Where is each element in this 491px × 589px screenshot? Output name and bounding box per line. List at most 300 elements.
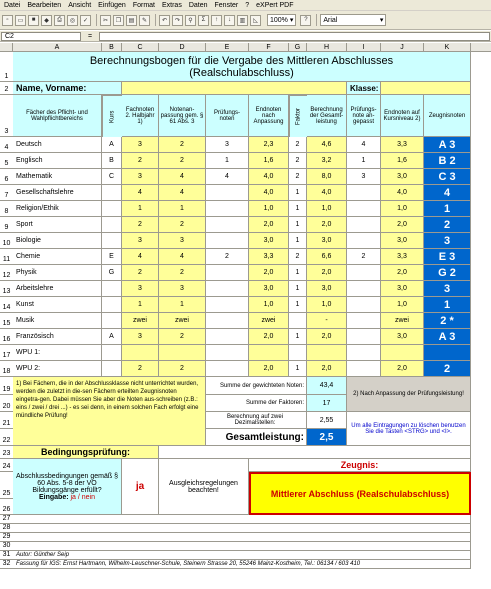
print-icon[interactable]: ⎙ — [54, 15, 65, 26]
menu-item[interactable]: ? — [245, 1, 250, 9]
row-header[interactable]: 5 — [0, 153, 13, 169]
berechnung-cell: 1,0 — [307, 297, 347, 313]
zeugnisnote-cell: 1 — [424, 297, 471, 313]
zeugnisnote-cell: C 3 — [424, 169, 471, 185]
berechnung-cell: 1,0 — [307, 201, 347, 217]
berechnung-cell: - — [307, 313, 347, 329]
endnote-cell: 2,0 — [249, 217, 289, 233]
toolbar-separator — [316, 14, 317, 26]
header-kurs: Kurs — [102, 95, 122, 137]
pruefungsnote-cell[interactable]: 3 — [206, 137, 249, 153]
subject-name: Musik — [13, 313, 102, 329]
menu-item[interactable]: Extras — [161, 1, 182, 9]
fachnote-cell[interactable]: 3 — [122, 233, 159, 249]
spreadsheet-grid — [0, 43, 491, 589]
pruefungsnote-angepasst-cell: 1 — [347, 153, 381, 169]
faktor-cell: 1 — [289, 201, 307, 217]
pruefungsnote-angepasst-cell — [347, 297, 381, 313]
pruefungsnote-angepasst-cell — [347, 201, 381, 217]
klasse-label: Klasse: — [347, 82, 381, 95]
notenanpassung-cell: 2 — [159, 153, 206, 169]
berechnung-cell — [307, 345, 347, 361]
kurs-cell[interactable] — [102, 217, 122, 233]
zeugnis-label: Zeugnis: — [249, 459, 471, 472]
klasse-input[interactable] — [381, 82, 471, 95]
kurs-cell[interactable]: A — [102, 137, 122, 153]
menu-item[interactable]: eXPert PDF — [256, 1, 294, 9]
bedingung-box — [13, 459, 122, 515]
faktor-cell: 2 — [289, 153, 307, 169]
endnote-cell: 3,0 — [249, 281, 289, 297]
header-pruefungsnoten: Prüfungs-noten — [206, 95, 249, 137]
row-header[interactable]: 3 — [0, 95, 13, 137]
kurs-cell[interactable]: A — [102, 329, 122, 345]
endnote-kurs-cell — [381, 345, 424, 361]
empty-row — [13, 524, 471, 533]
menu-item[interactable]: Ansicht — [68, 1, 92, 9]
pruefungsnote-angepasst-cell — [347, 361, 381, 377]
fachnote-cell[interactable]: 2 — [122, 265, 159, 281]
pruefungsnote-cell[interactable]: 1 — [206, 153, 249, 169]
empty-row — [13, 542, 471, 551]
row-header[interactable]: 20 — [0, 395, 13, 412]
sum-factors-label: Summe der Faktoren: — [206, 395, 307, 412]
header-faecher: Fächer des Pflicht- und Wahlpflichtbereichs — [13, 95, 102, 137]
formula-equals: = — [87, 32, 93, 40]
save-icon[interactable]: ■ — [28, 15, 39, 26]
endnote-kurs-cell: 3,3 — [381, 249, 424, 265]
kurs-cell[interactable]: B — [102, 153, 122, 169]
berechnung-cell: 2,0 — [307, 329, 347, 345]
eingabe-label: Eingabe: — [38, 493, 69, 501]
column-header[interactable]: E — [206, 43, 249, 52]
open-folder-icon[interactable]: ▭ — [15, 15, 26, 26]
formula-bar — [0, 31, 491, 42]
pruefungsnote-cell[interactable] — [206, 281, 249, 297]
pruefungsnote-cell[interactable] — [206, 233, 249, 249]
subject-name: Chemie — [13, 249, 102, 265]
gesamt-value: 2,5 — [307, 429, 347, 446]
sort-ascending-icon[interactable]: ↑ — [211, 15, 222, 26]
pruefungsnote-cell[interactable] — [206, 185, 249, 201]
ausgleich-hint: Ausgleichsregelungen beachten! — [159, 459, 249, 515]
endnote-kurs-cell: 3,0 — [381, 169, 424, 185]
faktor-cell — [289, 345, 307, 361]
faktor-cell: 1 — [289, 217, 307, 233]
row-header[interactable]: 15 — [0, 313, 13, 329]
endnote-cell: 2,0 — [249, 329, 289, 345]
kurs-cell[interactable] — [102, 281, 122, 297]
berechnung-cell: 2,0 — [307, 361, 347, 377]
fassung-line: Fassung für IGS: Ernst Hartmann, Wilhelm-Leuschner-Schule, Steinern Strasse 20, 55246 Mainz-Kostheim, Tel.: 06134 / 603 410 — [13, 560, 471, 569]
header-zeugnisnoten: Zeugnisnoten — [424, 95, 471, 137]
row-header[interactable]: 17 — [0, 345, 13, 361]
endnote-cell: 1,0 — [249, 201, 289, 217]
berechnung-cell: 2,0 — [307, 217, 347, 233]
page-subtitle: (Realschulabschluss) — [189, 66, 294, 79]
berechnung-cell: 4,6 — [307, 137, 347, 153]
header-endnoten-kurs: Endnoten auf Kursniveau 2) — [381, 95, 424, 137]
row-header[interactable]: 24 — [0, 459, 13, 472]
header-notenanpassung: Notenan-passung gem. § 61 Abs. 3 — [159, 95, 206, 137]
notenanpassung-cell: 4 — [159, 169, 206, 185]
row-header[interactable]: 21 — [0, 412, 13, 429]
column-header[interactable]: K — [424, 43, 471, 52]
font-value: Arial — [323, 16, 338, 24]
faktor-cell: 1 — [289, 281, 307, 297]
fachnote-cell[interactable] — [122, 345, 159, 361]
empty-row — [13, 533, 471, 542]
pruefungsnote-cell[interactable] — [206, 217, 249, 233]
notenanpassung-cell: 2 — [159, 217, 206, 233]
kurs-cell[interactable]: E — [102, 249, 122, 265]
faktor-cell: 2 — [289, 169, 307, 185]
berechnung-cell: 6,6 — [307, 249, 347, 265]
endnote-kurs-cell: 1,0 — [381, 297, 424, 313]
zoom-value: 100% — [270, 16, 288, 24]
row-header[interactable]: 4 — [0, 137, 13, 153]
page-title: Berechnungsbogen für die Vergabe des Mittleren Abschlusses — [89, 54, 394, 67]
pruefungsnote-angepasst-cell — [347, 217, 381, 233]
header-faktor: Faktor — [289, 95, 307, 137]
fachnote-cell[interactable]: 1 — [122, 201, 159, 217]
subject-name: WPU 2: — [13, 361, 102, 377]
notenanpassung-cell: 2 — [159, 361, 206, 377]
row-header[interactable]: 12 — [0, 265, 13, 281]
pruefungsnote-cell[interactable] — [206, 361, 249, 377]
fachnote-cell[interactable]: 3 — [122, 281, 159, 297]
zeugnisnote-cell: E 3 — [424, 249, 471, 265]
subject-name: Arbeitslehre — [13, 281, 102, 297]
chart-icon[interactable]: ▥ — [237, 15, 248, 26]
empty-row — [159, 446, 471, 459]
zeugnis-value: Mittlerer Abschluss (Realschulabschluss) — [249, 472, 471, 515]
faktor-cell: 1 — [289, 233, 307, 249]
faktor-cell — [289, 313, 307, 329]
new-file-icon[interactable]: ▫ — [2, 15, 13, 26]
notenanpassung-cell: zwei — [159, 313, 206, 329]
column-header[interactable]: B — [102, 43, 122, 52]
sort-descending-icon[interactable]: ↓ — [224, 15, 235, 26]
column-header[interactable]: J — [381, 43, 424, 52]
font-select[interactable] — [320, 14, 386, 26]
endnote-kurs-cell: 3,3 — [381, 137, 424, 153]
menu-bar — [0, 0, 491, 11]
column-headers — [0, 43, 491, 52]
row-header[interactable]: 32 — [0, 560, 13, 569]
toolbar — [0, 11, 491, 30]
endnote-kurs-cell: 2,0 — [381, 361, 424, 377]
permission-icon[interactable]: ◆ — [41, 15, 52, 26]
kurs-cell[interactable] — [102, 361, 122, 377]
subject-name: WPU 1: — [13, 345, 102, 361]
fachnote-cell[interactable]: 4 — [122, 185, 159, 201]
gesamt-label: Gesamtleistung: — [206, 429, 307, 446]
row-header[interactable]: 29 — [0, 533, 13, 542]
notenanpassung-cell — [159, 345, 206, 361]
kurs-cell[interactable] — [102, 345, 122, 361]
ja-input[interactable]: ja — [122, 459, 159, 515]
subject-name: Mathematik — [13, 169, 102, 185]
row-header[interactable]: 14 — [0, 297, 13, 313]
select-all-corner[interactable] — [0, 43, 13, 52]
eingabe-line — [39, 494, 95, 501]
endnote-kurs-cell: 3,0 — [381, 329, 424, 345]
row-header[interactable]: 30 — [0, 542, 13, 551]
chevron-down-icon: ▾ — [379, 17, 384, 24]
zeugnisnote-cell: G 2 — [424, 265, 471, 281]
row-header[interactable]: 18 — [0, 361, 13, 377]
endnote-cell: 4,0 — [249, 185, 289, 201]
pruefungsnote-angepasst-cell — [347, 313, 381, 329]
subject-name: Kunst — [13, 297, 102, 313]
endnote-kurs-cell: 2,0 — [381, 217, 424, 233]
column-header[interactable]: F — [249, 43, 289, 52]
subject-name: Biologie — [13, 233, 102, 249]
zeugnisnote-cell: 2 — [424, 217, 471, 233]
pruefungsnote-cell[interactable] — [206, 345, 249, 361]
zeugnisnote-cell: 4 — [424, 185, 471, 201]
row-header[interactable]: 16 — [0, 329, 13, 345]
subject-name: Deutsch — [13, 137, 102, 153]
footnote-2: 2) Nach Anpassung der Prüfungsleistung! — [347, 377, 471, 412]
column-header[interactable]: I — [347, 43, 381, 52]
faktor-cell: 1 — [289, 185, 307, 201]
sum-factors-value: 17 — [307, 395, 347, 412]
endnote-cell: 1,6 — [249, 153, 289, 169]
calc-value: 2,55 — [307, 412, 347, 429]
drawing-icon[interactable]: ◺ — [250, 15, 261, 26]
cut-icon[interactable]: ✂ — [100, 15, 111, 26]
row-header[interactable]: 31 — [0, 551, 13, 560]
kurs-cell[interactable] — [102, 201, 122, 217]
kurs-cell[interactable] — [102, 313, 122, 329]
row-header[interactable]: 10 — [0, 233, 13, 249]
sum-weighted-value: 43,4 — [307, 377, 347, 395]
notenanpassung-cell: 4 — [159, 185, 206, 201]
fachnote-cell[interactable]: 3 — [122, 137, 159, 153]
bedingung-text: Abschlussbedingungen gemäß § 60 Abs. 5-8 der VO Bildungsgänge erfüllt? — [16, 472, 118, 494]
bedingung-title: Bedingungsprüfung: — [13, 446, 159, 459]
pruefungsnote-angepasst-cell: 3 — [347, 169, 381, 185]
column-header[interactable]: G — [289, 43, 307, 52]
berechnung-cell: 3,0 — [307, 233, 347, 249]
pruefungsnote-cell[interactable] — [206, 297, 249, 313]
format-painter-icon[interactable]: ✎ — [139, 15, 150, 26]
pruefungsnote-cell[interactable] — [206, 329, 249, 345]
menu-item[interactable]: Bearbeiten — [27, 1, 62, 9]
menu-item[interactable]: Format — [132, 1, 155, 9]
row-header[interactable]: 19 — [0, 377, 13, 395]
menu-item[interactable]: Daten — [188, 1, 208, 9]
row-header[interactable]: 23 — [0, 446, 13, 459]
row-header[interactable]: 9 — [0, 217, 13, 233]
pruefungsnote-angepasst-cell: 4 — [347, 137, 381, 153]
endnote-cell: 3,0 — [249, 233, 289, 249]
notenanpassung-cell: 2 — [159, 137, 206, 153]
subject-name: Englisch — [13, 153, 102, 169]
fachnote-cell[interactable]: zwei — [122, 313, 159, 329]
endnote-cell: 2,0 — [249, 361, 289, 377]
endnote-kurs-cell: 3,0 — [381, 281, 424, 297]
notenanpassung-cell: 3 — [159, 281, 206, 297]
subject-name: Sport — [13, 217, 102, 233]
header-berechnung: Berechnung der Gesamt-leistung — [307, 95, 347, 137]
row-header[interactable]: 28 — [0, 524, 13, 533]
pruefungsnote-angepasst-cell — [347, 329, 381, 345]
pruefungsnote-cell[interactable] — [206, 265, 249, 281]
kurs-cell[interactable]: G — [102, 265, 122, 281]
subject-name: Gesellschaftslehre — [13, 185, 102, 201]
formula-input[interactable] — [99, 32, 490, 41]
zeugnisnote-cell: 3 — [424, 233, 471, 249]
zeugnisnote-cell: 3 — [424, 281, 471, 297]
row-header[interactable]: 11 — [0, 249, 13, 265]
berechnung-cell: 3,0 — [307, 281, 347, 297]
faktor-cell: 2 — [289, 137, 307, 153]
notenanpassung-cell: 2 — [159, 265, 206, 281]
toolbar-separator — [96, 14, 97, 26]
subject-name: Physik — [13, 265, 102, 281]
zeugnisnote-cell: 2 * — [424, 313, 471, 329]
kurs-cell[interactable] — [102, 233, 122, 249]
kurs-cell[interactable] — [102, 297, 122, 313]
notenanpassung-cell: 4 — [159, 249, 206, 265]
header-pruefungsnote-angepasst: Prüfungs-note an-gepasst — [347, 95, 381, 137]
pruefungsnote-cell[interactable] — [206, 201, 249, 217]
endnote-kurs-cell: 2,0 — [381, 265, 424, 281]
faktor-cell: 1 — [289, 329, 307, 345]
faktor-cell: 1 — [289, 297, 307, 313]
pruefungsnote-angepasst-cell: 2 — [347, 249, 381, 265]
endnote-cell: 4,0 — [249, 169, 289, 185]
notenanpassung-cell: 1 — [159, 297, 206, 313]
kurs-cell[interactable]: C — [102, 169, 122, 185]
eingabe-values: ja / nein — [68, 493, 96, 501]
column-header[interactable]: H — [307, 43, 347, 52]
zeugnisnote-cell: A 3 — [424, 137, 471, 153]
zoom-select[interactable]: 100% ▾ — [267, 14, 296, 26]
pruefungsnote-cell[interactable]: 2 — [206, 249, 249, 265]
subject-name: Französisch — [13, 329, 102, 345]
endnote-kurs-cell: zwei — [381, 313, 424, 329]
header-fachnoten: Fachnoten 2. Halbjahr 1) — [122, 95, 159, 137]
endnote-kurs-cell: 4,0 — [381, 185, 424, 201]
header-endnoten: Endnoten nach Anpassung — [249, 95, 289, 137]
menu-item[interactable]: Fenster — [214, 1, 239, 9]
footnote-1: 1) Bei Fächern, die in der Abschlussklasse nicht unterrichtet wurden, werden die zuletzt in die-sen Fächern erteilten Zeugnisnoten eingetra-gen. Dabei müssen Sie aber die Noten aus-schreiben (z.B.: eins / zwei / drei ...) - es sei denn, in einem solchen Fach erfolgt eine mündliche Prüfung! — [13, 377, 206, 446]
row-header[interactable]: 1 — [0, 52, 13, 82]
copy-icon[interactable]: ❐ — [113, 15, 124, 26]
zeugnisnote-cell: 1 — [424, 201, 471, 217]
column-header[interactable]: A — [13, 43, 102, 52]
endnote-cell: 1,0 — [249, 297, 289, 313]
endnote-kurs-cell: 3,0 — [381, 233, 424, 249]
autor-line: Autor: Günther Seip — [13, 551, 471, 560]
row-header[interactable]: 2 — [0, 82, 13, 95]
zeugnisnote-cell: A 3 — [424, 329, 471, 345]
endnote-kurs-cell: 1,0 — [381, 201, 424, 217]
zeugnisnote-cell — [424, 345, 471, 361]
notenanpassung-cell: 2 — [159, 329, 206, 345]
empty-row — [13, 515, 471, 524]
pruefungsnote-angepasst-cell — [347, 233, 381, 249]
toolbar-separator — [155, 14, 156, 26]
name-input[interactable] — [122, 82, 347, 95]
help-icon[interactable]: ? — [300, 15, 311, 26]
row-header[interactable]: 26 — [0, 499, 13, 515]
row-header[interactable]: 13 — [0, 281, 13, 297]
sum-weighted-label: Summe der gewichteten Noten: — [206, 377, 307, 395]
notenanpassung-cell: 3 — [159, 233, 206, 249]
autosum-icon[interactable]: Σ — [198, 15, 209, 26]
berechnung-cell: 8,0 — [307, 169, 347, 185]
row-header[interactable]: 25 — [0, 472, 13, 499]
name-box[interactable]: C2 — [1, 32, 81, 41]
fachnote-cell[interactable]: 2 — [122, 217, 159, 233]
row-header[interactable]: 22 — [0, 429, 13, 446]
endnote-cell: 2,3 — [249, 137, 289, 153]
kurs-cell[interactable] — [102, 185, 122, 201]
pruefungsnote-cell[interactable]: 4 — [206, 169, 249, 185]
faktor-cell: 2 — [289, 249, 307, 265]
name-label: Name, Vorname: — [13, 82, 122, 95]
fachnote-cell[interactable]: 2 — [122, 361, 159, 377]
endnote-cell — [249, 345, 289, 361]
row-header[interactable]: 8 — [0, 201, 13, 217]
endnote-kurs-cell: 1,6 — [381, 153, 424, 169]
berechnung-cell: 2,0 — [307, 265, 347, 281]
pruefungsnote-angepasst-cell — [347, 265, 381, 281]
endnote-cell: 3,3 — [249, 249, 289, 265]
pruefungsnote-cell[interactable] — [206, 313, 249, 329]
fachnote-cell[interactable]: 4 — [122, 249, 159, 265]
spelling-icon[interactable]: ✓ — [80, 15, 91, 26]
endnote-cell: 2,0 — [249, 265, 289, 281]
fachnote-cell[interactable]: 3 — [122, 169, 159, 185]
berechnung-cell: 4,0 — [307, 185, 347, 201]
endnote-cell: zwei — [249, 313, 289, 329]
fachnote-cell[interactable]: 2 — [122, 153, 159, 169]
pruefungsnote-angepasst-cell — [347, 345, 381, 361]
fachnote-cell[interactable]: 1 — [122, 297, 159, 313]
print-preview-icon[interactable]: ◎ — [67, 15, 78, 26]
faktor-cell: 1 — [289, 361, 307, 377]
title-block — [13, 52, 471, 82]
menu-item[interactable]: Datei — [4, 1, 21, 9]
delete-hint: Um alle Eintragungen zu löschen benutzen Sie die Tasten <STRG> und <I>. — [347, 412, 471, 446]
zeugnisnote-cell: 2 — [424, 361, 471, 377]
calc-label: Berechnung auf zwei Dezimalstellen: — [206, 412, 307, 429]
redo-icon[interactable]: ↷ — [172, 15, 183, 26]
pruefungsnote-angepasst-cell — [347, 185, 381, 201]
fachnote-cell[interactable]: 3 — [122, 329, 159, 345]
paste-icon[interactable]: ▤ — [126, 15, 137, 26]
column-header[interactable]: D — [159, 43, 206, 52]
row-header[interactable]: 7 — [0, 185, 13, 201]
undo-icon[interactable]: ↶ — [159, 15, 170, 26]
hyperlink-icon[interactable]: ⚲ — [185, 15, 196, 26]
row-header[interactable]: 27 — [0, 515, 13, 524]
berechnung-cell: 3,2 — [307, 153, 347, 169]
column-header[interactable]: C — [122, 43, 159, 52]
subject-name: Religion/Ethik — [13, 201, 102, 217]
row-header[interactable]: 6 — [0, 169, 13, 185]
faktor-cell: 1 — [289, 265, 307, 281]
zeugnisnote-cell: B 2 — [424, 153, 471, 169]
notenanpassung-cell: 1 — [159, 201, 206, 217]
menu-item[interactable]: Einfügen — [98, 1, 126, 9]
